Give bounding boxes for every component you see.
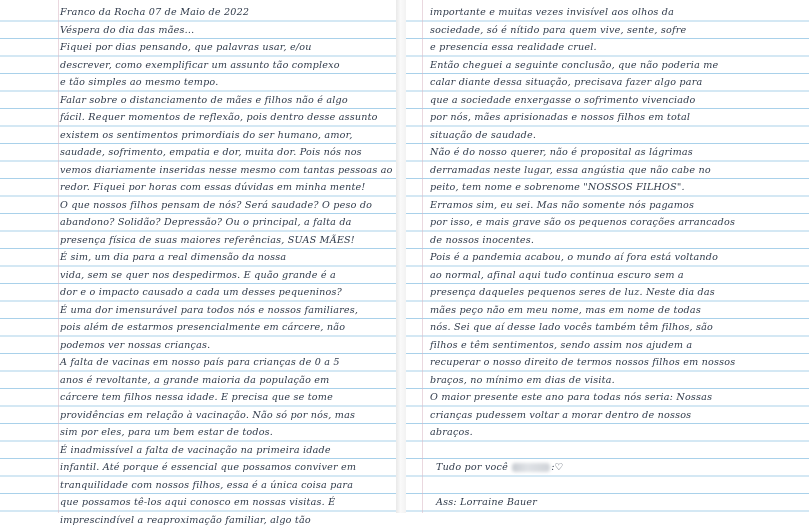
letter-line: Véspera do dia das mães... [60,22,382,40]
letter-line: Erramos sim, eu sei. Mas não somente nós pagamos [430,197,797,215]
letter-line: que a sociedade enxergasse o sofrimento vivenciado [430,92,797,110]
closing-heart: :♡ [551,462,563,473]
letter-line: situação de saudade. [430,127,797,145]
letter-line: descrever, como exemplificar um assunto tão complexo [60,57,382,75]
letter-line: infantil. Até porque é essencial que possamos conviver em [60,459,382,477]
right-page-text [406,4,809,512]
letter-line: sociedade, só é nítido para quem vive, sente, sofre [430,22,797,40]
letter-line: vemos diariamente inseridas nesse mesmo com tantas pessoas ao [60,162,382,180]
letter-line: dor e o impacto causado a cada um desses pequeninos? [60,284,382,302]
letter-line: e tão simples ao mesmo tempo. [60,74,382,92]
letter-line: abraços. [430,424,797,442]
letter-line: crianças pudessem voltar a morar dentro de nossos [430,407,797,425]
letter-line: anos é revoltante, a grande maioria da população em [60,372,382,390]
letter-line: calar diante dessa situação, precisava fazer algo para [430,74,797,92]
signature: Ass: Lorraine Bauer [430,494,797,512]
closing-text: Tudo por você [436,462,508,473]
letter-line: Então cheguei a seguinte conclusão, que não poderia me [430,57,797,75]
redacted-name [512,463,550,472]
blank-line [430,442,797,460]
blank-line [430,477,797,495]
notebook-gutter [396,0,406,513]
letter-line: de nossos inocentes. [430,232,797,250]
letter-line: e presencia essa realidade cruel. [430,39,797,57]
letter-line: Falar sobre o distanciamento de mães e filhos não é algo [60,92,382,110]
letter-line: É uma dor imensurável para todos nós e nossos familiares, [60,302,382,320]
letter-line: tranquilidade com nossos filhos, essa é a única coisa para [60,477,382,495]
letter-line: O maior presente este ano para todas nós seria: Nossas [430,389,797,407]
letter-line: nós. Sei que aí desse lado vocês também têm filhos, são [430,319,797,337]
letter-line: existem os sentimentos primordiais do ser humano, amor, [60,127,382,145]
letter-line: providências em relação à vacinação. Não só por nós, mas [60,407,382,425]
letter-line: Não é do nosso querer, não é proposital as lágrimas [430,144,797,162]
letter-line: que possamos tê-los aqui conosco em nossas visitas. É [60,494,382,512]
letter-line: sim por eles, para um bem estar de todos. [60,424,382,442]
letter-line: cárcere tem filhos nessa idade. E precisa que se tome [60,389,382,407]
letter-line: peito, tem nome e sobrenome "NOSSOS FILHOS". [430,179,797,197]
letter-line: A falta de vacinas em nosso país para crianças de 0 a 5 [60,354,382,372]
right-page [406,0,809,513]
letter-line: mães peço não em meu nome, mas em nome de todas [430,302,797,320]
letter-line: Pois é a pandemia acabou, o mundo aí fora está voltando [430,249,797,267]
letter-line: redor. Fiquei por horas com essas dúvidas em minha mente! [60,179,382,197]
letter-line: por nós, mães aprisionadas e nossos filhos em total [430,109,797,127]
letter-line: importante e muitas vezes invisível aos olhos da [430,4,797,22]
letter-line: abandono? Solidão? Depressão? Ou o principal, a falta da [60,214,382,232]
letter-line: saudade, sofrimento, empatia e dor, muita dor. Pois nós nos [60,144,382,162]
letter-line: por isso, e mais grave são os pequenos corações arrancados [430,214,797,232]
left-page [0,0,396,513]
letter-header: Franco da Rocha 07 de Maio de 2022 [60,4,382,22]
letter-line: Fiquei por dias pensando, que palavras usar, e/ou [60,39,382,57]
letter-line: presença daqueles pequenos seres de luz. Neste dia das [430,284,797,302]
letter-line: vida, sem se quer nos despedirmos. E quão grande é a [60,267,382,285]
letter-line: ao normal, afinal aqui tudo continua escuro sem a [430,267,797,285]
left-page-text [0,4,396,529]
letter-line: É sim, um dia para a real dimensão da nossa [60,249,382,267]
closing-line [430,459,797,477]
letter-line: É inadmissível a falta de vacinação na primeira idade [60,442,382,460]
letter-line: derramadas neste lugar, essa angústia que não cabe no [430,162,797,180]
letter-line: pois além de estarmos presencialmente em cárcere, não [60,319,382,337]
letter-line: O que nossos filhos pensam de nós? Será saudade? O peso do [60,197,382,215]
letter-line: recuperar o nosso direito de termos nossos filhos em nossos [430,354,797,372]
letter-line: braços, no mínimo em dias de visita. [430,372,797,390]
letter-line: fácil. Requer momentos de reflexão, pois dentro desse assunto [60,109,382,127]
letter-line: imprescindível a reaproximação familiar, algo tão [60,512,382,529]
letter-line: podemos ver nossas crianças. [60,337,382,355]
letter-line: presença física de suas maiores referências, SUAS MÃES! [60,232,382,250]
letter-line: filhos e têm sentimentos, sendo assim nos ajudem a [430,337,797,355]
